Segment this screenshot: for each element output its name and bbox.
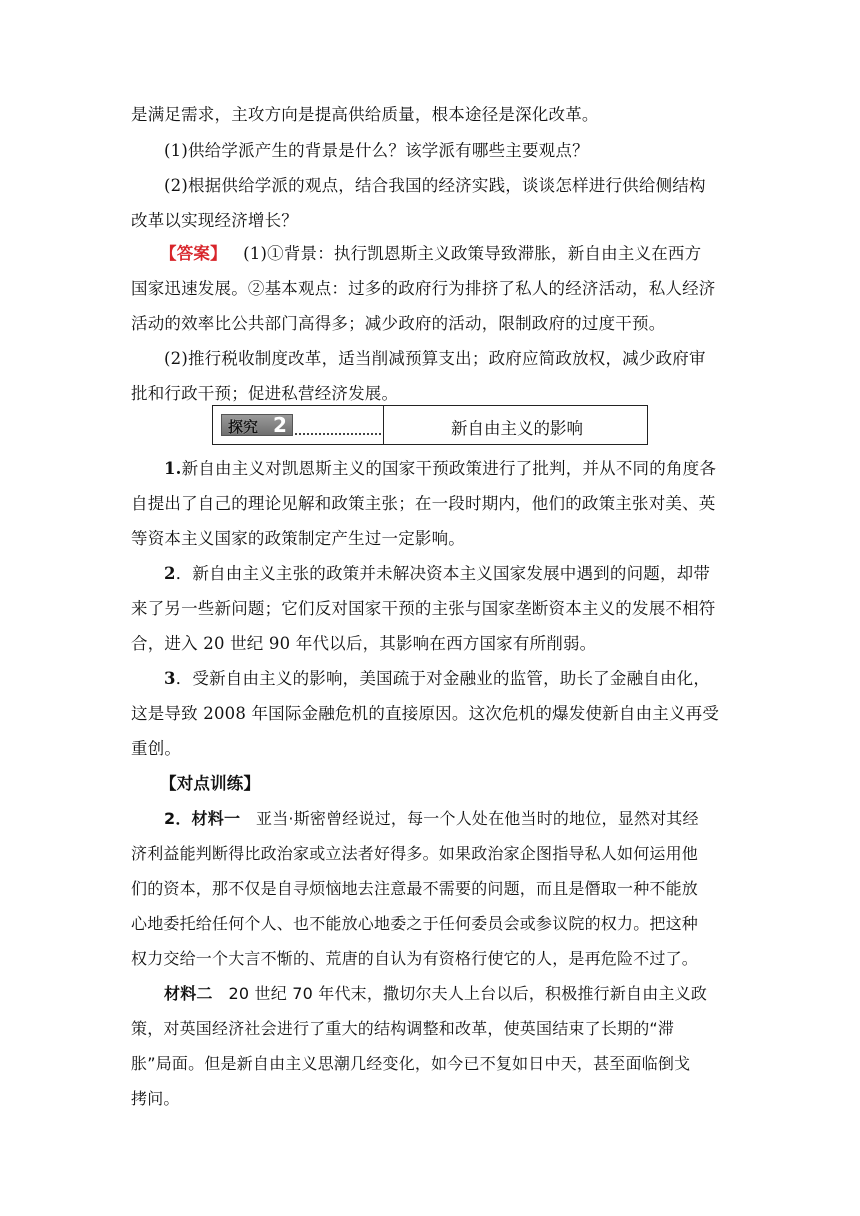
material-1-line-5: 权力交给一个大言不惭的、荒唐的自认为有资格行使它的人，是再危险不过了。 — [131, 949, 699, 968]
material-1-line-2: 济利益能判断得比政治家或立法者好得多。如果政治家企图指导私人如何运用他 — [131, 844, 699, 863]
point-text: ．新自由主义主张的政策并未解决资本主义国家发展中遇到的问题，却带 — [175, 564, 711, 583]
material-2-label: 材料二 — [164, 984, 213, 1003]
point-number: 3 — [164, 669, 176, 688]
question-2: (2)根据供给学派的观点，结合我国的经济实践，谈谈怎样进行供给侧结构 — [164, 176, 706, 195]
training-label: 【对点训练】 — [160, 774, 261, 793]
point-text: ．受新自由主义的影响，美国疏于对金融业的监管，助长了金融自由化， — [175, 669, 711, 688]
text-line: 改革以实现经济增长？ — [131, 211, 298, 230]
point-1-line-1 — [164, 458, 764, 480]
explore-tag — [221, 414, 293, 436]
point-3-line-3: 重创。 — [131, 739, 182, 758]
material-1-line-1 — [164, 808, 764, 830]
answer-label: 【答案】 — [160, 244, 227, 263]
dotted-underline — [295, 433, 381, 435]
text-line: 是满足需求，主攻方向是提高供给质量，根本途径是深化改革。 — [131, 105, 599, 124]
section-heading — [212, 405, 648, 445]
point-2-line-3: 合，进入 20 世纪 90 年代以后，其影响在西方国家有所削弱。 — [131, 634, 597, 653]
material-2-line-4: 拷问。 — [131, 1089, 180, 1108]
point-text: 新自由主义对凯恩斯主义的国家干预政策进行了批判，并从不同的角度各 — [181, 459, 717, 478]
material-text: 20 世纪 70 年代末，撒切尔夫人上台以后，积极推行新自由主义政 — [228, 984, 708, 1003]
answer-line-3: 活动的效率比公共部门高得多；减少政府的活动，限制政府的过度干预。 — [131, 314, 666, 333]
answer-line-5: 批和行政干预；促进私营经济发展。 — [131, 384, 399, 403]
point-number: 1. — [164, 459, 182, 478]
question-number: 2 — [164, 809, 176, 828]
explore-tag-text: 探究 — [228, 418, 259, 436]
answer-text: (1)①背景：执行凯恩斯主义政策导致滞胀，新自由主义在西方 — [243, 244, 702, 263]
material-1-line-3: 们的资本，那不仅是自寻烦恼地去注意最不需要的问题，而且是僭取一种不能放 — [131, 879, 699, 898]
material-2-line-1 — [164, 983, 764, 1005]
explore-tag-number: 2 — [273, 413, 287, 437]
point-2-line-1 — [164, 563, 764, 585]
point-number: 2 — [164, 564, 176, 583]
material-2-line-2: 策，对英国经济社会进行了重大的结构调整和改革，使英国结束了长期的“滞 — [131, 1019, 675, 1038]
point-3-line-2: 这是导致 2008 年国际金融危机的直接原因。这次危机的爆发使新自由主义再受 — [131, 704, 720, 723]
heading-divider — [383, 406, 384, 444]
point-2-line-2: 来了另一些新问题；它们反对国家干预的主张与国家垄断资本主义的发展不相符 — [131, 599, 716, 618]
section-title: 新自由主义的影响 — [451, 419, 583, 438]
answer-line-4: (2)推行税收制度改革，适当削减预算支出；政府应简政放权，减少政府审 — [164, 349, 706, 368]
point-1-line-2: 自提出了自己的理论见解和政策主张；在一段时期内，他们的政策主张对美、英 — [131, 494, 716, 513]
point-3-line-1 — [164, 668, 764, 690]
question-1: (1)供给学派产生的背景是什么？该学派有哪些主要观点？ — [164, 141, 589, 160]
material-text: 亚当·斯密曾经说过，每一个人处在他当时的地位，显然对其经 — [256, 809, 699, 828]
material-1-label: ．材料一 — [175, 809, 241, 828]
answer-line-2: 国家迅速发展。②基本观点：过多的政府行为排挤了私人的经济活动，私人经济 — [131, 279, 716, 298]
material-2-line-3: 胀”局面。但是新自由主义思潮几经变化，如今已不复如日中天，甚至面临倒戈 — [131, 1054, 691, 1073]
material-1-line-4: 心地委托给任何个人、也不能放心地委之于任何委员会或参议院的权力。把这种 — [131, 914, 699, 933]
answer-line-1 — [160, 243, 760, 265]
point-1-line-3: 等资本主义国家的政策制定产生过一定影响。 — [131, 529, 465, 548]
